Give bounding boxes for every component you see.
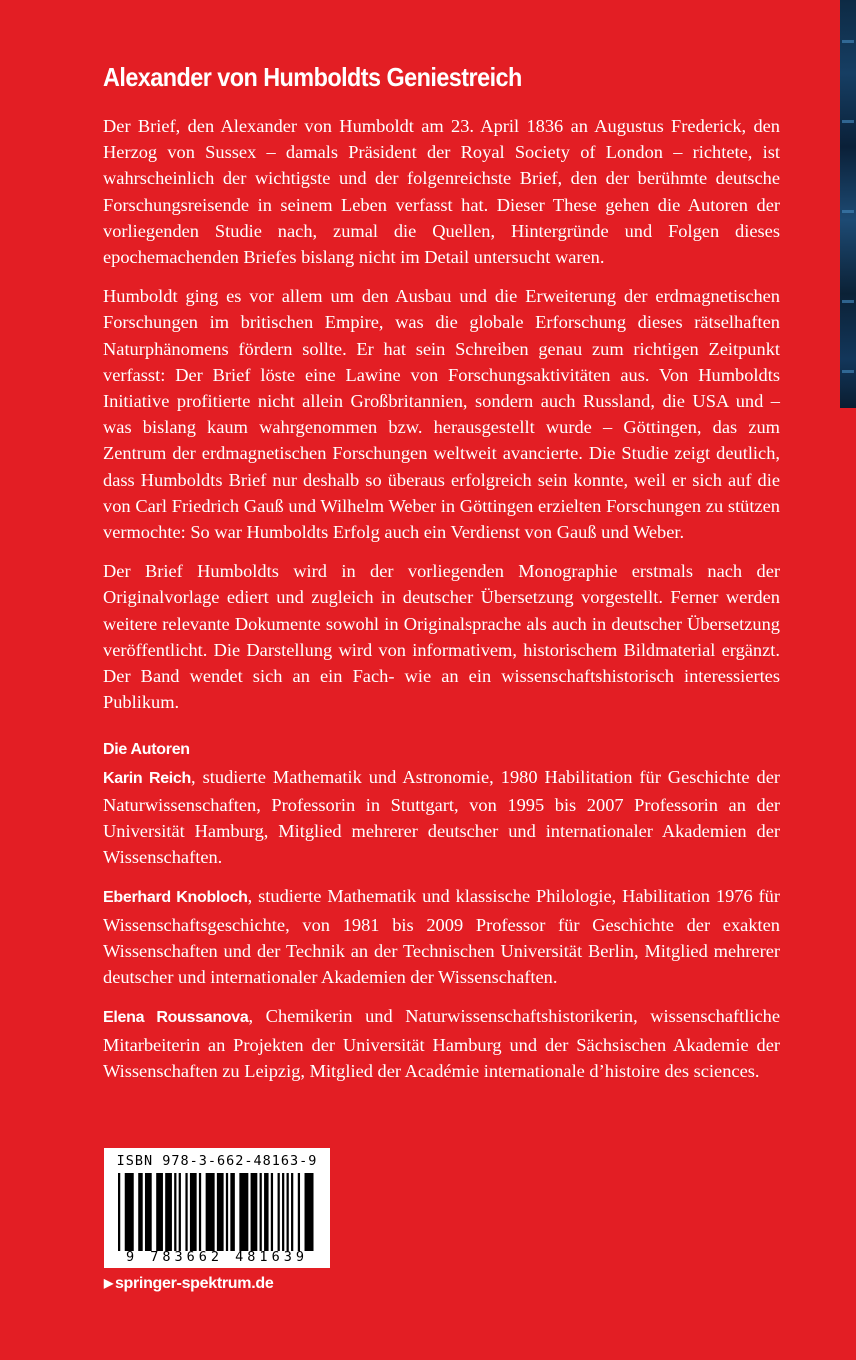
isbn-barcode bbox=[104, 1148, 330, 1268]
authors-heading: Die Autoren bbox=[103, 741, 190, 759]
publisher-website[interactable] bbox=[104, 1275, 273, 1293]
author-karin-reich bbox=[103, 764, 780, 871]
barcode-bar bbox=[291, 1173, 293, 1251]
barcode-bars bbox=[118, 1173, 318, 1251]
barcode-bar bbox=[239, 1173, 248, 1251]
barcode-bar bbox=[264, 1173, 268, 1251]
barcode-bar bbox=[271, 1173, 273, 1251]
author-name: Elena Roussanova bbox=[103, 1009, 249, 1027]
barcode-bar bbox=[282, 1173, 284, 1251]
paragraph-1: Der Brief, den Alexander von Humboldt am 23. April 1836 an Augustus Frederick, den Herzog von Sussex – damals Präsident der Royal Society of London – richtete, ist wahrscheinlich der wichtigste und der folgenreichste Brief, den der berühmte deutsche Forschungsreisende in seinem Leben verfasst hat. Dieser These gehen die Autoren der vorliegenden Studie nach, zumal die Quellen, Hintergründe und Folgen dieses epochemachenden Briefes bislang nicht im Detail untersucht waren. bbox=[103, 116, 780, 268]
isbn-label: ISBN 978-3-662-48163-9 bbox=[116, 1153, 318, 1169]
barcode-bar bbox=[199, 1173, 201, 1251]
barcode-bar bbox=[278, 1173, 280, 1251]
author-elena-roussanova bbox=[103, 1003, 780, 1084]
website-label: springer-spektrum.de bbox=[114, 1275, 274, 1292]
barcode-bar bbox=[125, 1173, 134, 1251]
arrow-right-icon: ▶ bbox=[104, 1276, 113, 1290]
barcode-bar bbox=[118, 1173, 120, 1251]
author-bio: , studierte Mathematik und Astronomie, 1980 Habilitation für Geschichte der Naturwissenschaften, Professorin in Stuttgart, von 1995 bis 2007 Professorin an der Universität Hamburg, Mitglied mehrerer deutscher und internationaler Akademien der Wissenschaften. bbox=[103, 766, 780, 868]
barcode-bar bbox=[287, 1173, 289, 1251]
barcode-bar bbox=[298, 1173, 300, 1251]
barcode-bar bbox=[226, 1173, 228, 1251]
barcode-bar bbox=[230, 1173, 234, 1251]
author-bio: , studierte Mathematik und klassische Philologie, Habilitation 1976 für Wissenschaftsgeschichte, von 1981 bis 2009 Professor für Geschichte der exakten Wissenschaften und der Technik an der Technischen Universität Berlin, Mitglied mehrerer deutscher und internationaler Akademien der Wissenschaften. bbox=[103, 886, 780, 988]
barcode-bar bbox=[251, 1173, 258, 1251]
barcode-bar bbox=[156, 1173, 163, 1251]
paragraph-2: Humboldt ging es vor allem um den Ausbau und die Erweiterung der erdmagnetischen Forschungen im britischen Empire, was die globale Erforschung dieses rätselhaften Naturphänomens fördern sollte. Er hat sein Schreiben genau zum richtigen Zeitpunkt verfasst: Der Brief löste eine Lawine von Forschungsaktivitäten aus. Von Humboldts Initiative profitierte nicht allein Großbritannien, sondern auch Russland, die USA und – was bislang kaum wahrgenommen bzw. herausgestellt wurde – Göttingen, das zum Zentrum der erdmagnetischen Forschungen weltweit avancierte. Die Studie zeigt deutlich, dass Humboldts Brief nur deshalb so überaus erfolgreich sein konnte, weil er sich auf die von Carl Friedrich Gauß und Wilhelm Weber in Göttingen erzielten Forschungen zu stützen vermochte: So war Humboldts Erfolg auch ein Verdienst von Gauß und Weber. bbox=[103, 286, 780, 543]
author-bio: , Chemikerin und Naturwissenschaftshistorikerin, wissenschaftliche Mitarbeiterin an Projekten der Universität Hamburg und der Sächsischen Akademie der Wissenschaften zu Leipzig, Mitglied der Académie internationale d’histoire des sciences. bbox=[103, 1006, 780, 1081]
barcode-bar bbox=[217, 1173, 224, 1251]
author-eberhard-knobloch bbox=[103, 883, 780, 990]
barcode-bar bbox=[174, 1173, 176, 1251]
cover-image-strip bbox=[840, 0, 856, 408]
barcode-bar bbox=[165, 1173, 172, 1251]
paragraph-3: Der Brief Humboldts wird in der vorliegenden Monographie erstmals nach der Originalvorlage ediert und zugleich in deutscher Übersetzung vorgestellt. Ferner werden weitere relevante Dokumente sowohl in Originalsprache als auch in deutscher Übersetzung veröffentlicht. Die Darstellung wird von informativem, historischem Bildmaterial ergänzt. Der Band wendet sich an ein Fach- wie an ein wissenschaftshistorisch interessiertes Publikum. bbox=[103, 561, 780, 713]
barcode-bar bbox=[260, 1173, 262, 1251]
blurb-text bbox=[103, 113, 780, 1097]
book-title: Alexander von Humboldts Geniestreich bbox=[103, 62, 522, 92]
barcode-bar bbox=[145, 1173, 152, 1251]
author-name: Karin Reich bbox=[103, 769, 192, 787]
barcode-bar bbox=[179, 1173, 181, 1251]
author-name: Eberhard Knobloch bbox=[103, 889, 248, 907]
barcode-bar bbox=[138, 1173, 142, 1251]
barcode-bar bbox=[305, 1173, 314, 1251]
barcode-bar bbox=[190, 1173, 197, 1251]
barcode-bar bbox=[206, 1173, 215, 1251]
barcode-bar bbox=[185, 1173, 187, 1251]
ean-digits: 9 783662 481639 bbox=[126, 1249, 308, 1265]
